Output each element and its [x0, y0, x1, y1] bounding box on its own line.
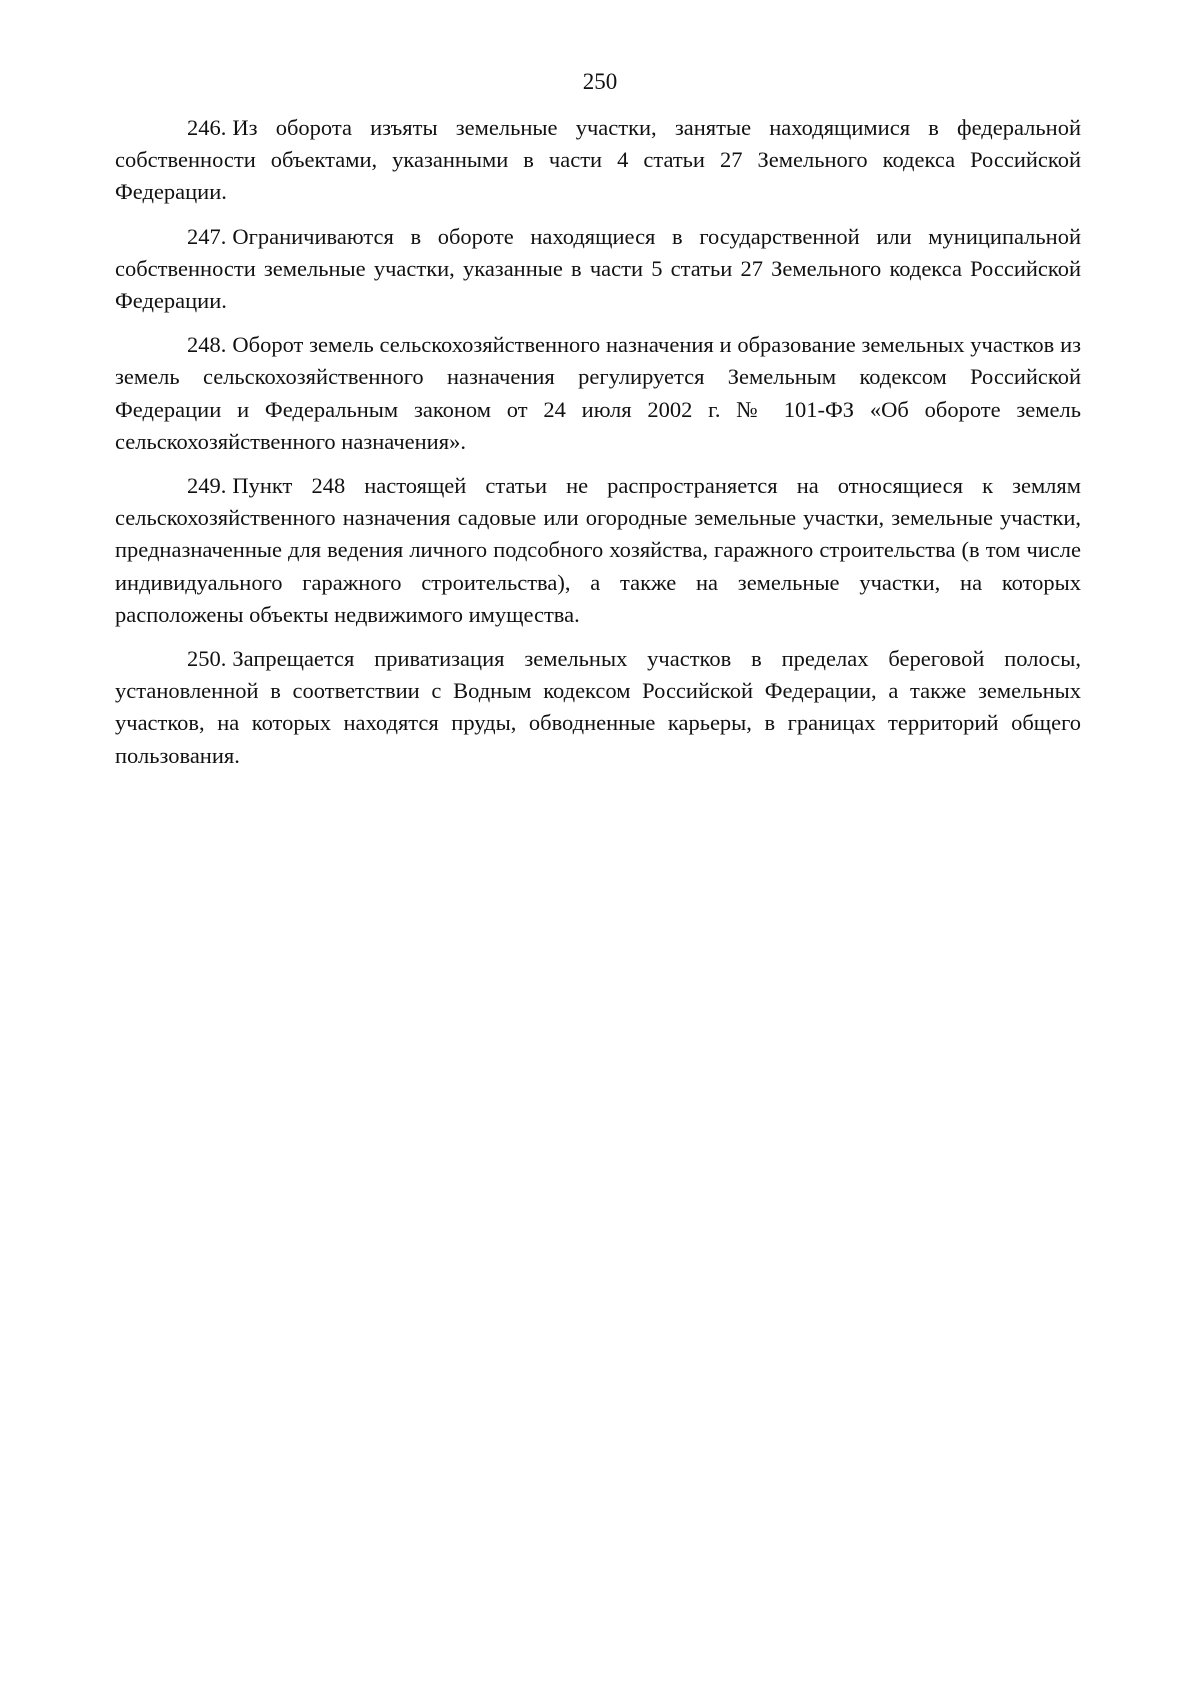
paragraph-text: Оборот земель сельскохозяйственного назначения и образование земельных участков из земель сельскохозяйственного назначения регулируется Земельным кодексом Российской Федерации и Федеральным законом от 24 июля 2002 г. № 101-ФЗ «Об обороте земель сельскохозяйственного назначения».: [115, 332, 1081, 454]
paragraph-number: 249.: [187, 473, 227, 499]
paragraph-text: Запрещается приватизация земельных участков в пределах береговой полосы, установленной в соответствии с Водным кодексом Российской Федерации, а также земельных участков, на которых находятся пруды, обводненные карьеры, в границах территорий общего пользования.: [115, 646, 1081, 768]
paragraph-number: 250.: [187, 646, 227, 672]
document-body: [115, 112, 1081, 784]
paragraph-number: 247.: [187, 223, 227, 249]
paragraph-text: Пункт 248 настоящей статьи не распространяется на относящиеся к землям сельскохозяйственного назначения садовые или огородные земельные участки, земельные участки, предназначенные для ведения личного подсобного хозяйства, гаражного строительства (в том числе индивидуального гаражного строительства), а также на земельные участки, на которых расположены объекты недвижимого имущества.: [115, 473, 1081, 627]
paragraph-number: 248.: [187, 332, 227, 358]
paragraph-246: [115, 112, 1081, 209]
paragraph-248: [115, 329, 1081, 458]
page-number: 250: [582, 69, 618, 94]
paragraph-250: [115, 643, 1081, 772]
paragraph-249: [115, 470, 1081, 631]
paragraph-number: 246.: [187, 115, 227, 140]
paragraph-text: Ограничиваются в обороте находящиеся в государственной или муниципальной собственности земельные участки, указанные в части 5 статьи 27 Земельного кодекса Российской Федерации.: [115, 223, 1081, 314]
paragraph-247: [115, 221, 1081, 318]
paragraph-text: Из оборота изъяты земельные участки, занятые находящимися в федеральной собственности объектами, указанными в части 4 статьи 27 Земельного кодекса Российской Федерации.: [115, 115, 1081, 205]
